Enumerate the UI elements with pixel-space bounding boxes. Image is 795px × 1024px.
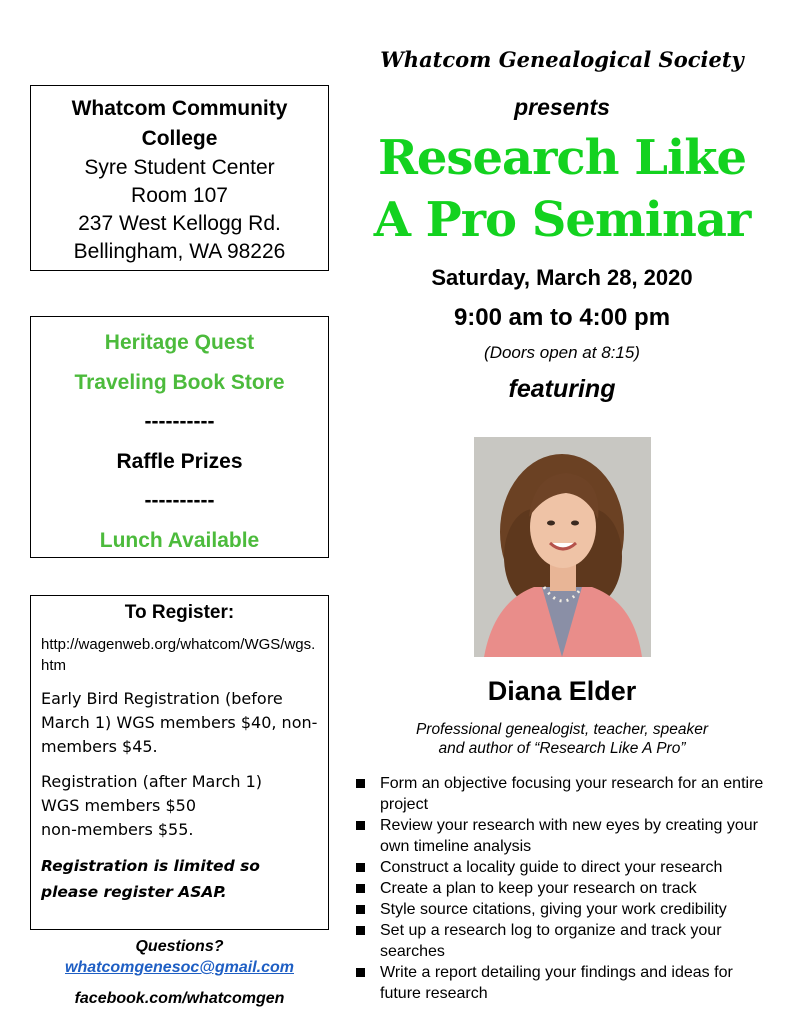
event-date: Saturday, March 28, 2020: [431, 265, 693, 290]
venue-name: Whatcom Community College: [71, 97, 288, 150]
questions-label: Questions?: [135, 938, 224, 955]
bullet-square-icon: [356, 905, 365, 914]
feature-lunch: Lunch Available: [99, 528, 260, 552]
seminar-title-line: Research Like: [378, 130, 746, 186]
speaker-bio: [352, 720, 772, 758]
list-item: [356, 899, 776, 920]
list-item: [356, 857, 776, 878]
topic-text: Style source citations, giving your work credibility: [380, 901, 727, 918]
seminar-title-line: A Pro Seminar: [373, 192, 751, 248]
venue-room: Room 107: [131, 184, 228, 207]
event-time: 9:00 am to 4:00 pm: [453, 304, 671, 331]
venue-city: Bellingham, WA 98226: [73, 240, 286, 263]
feature-book-store: Traveling Book Store: [74, 370, 285, 394]
speaker-bio-line: and author of “Research Like A Pro”: [438, 740, 686, 757]
topic-text: Write a report detailing your findings and ideas for future research: [380, 964, 733, 1002]
organization-name: Whatcom Genealogical Society: [380, 47, 744, 72]
topic-text: Create a plan to keep your research on track: [380, 880, 697, 897]
bullet-square-icon: [356, 968, 365, 977]
feature-heritage-quest: Heritage Quest: [104, 331, 255, 354]
bullet-square-icon: [356, 884, 365, 893]
speaker-portrait-illustration: [474, 437, 651, 657]
regular-pricing-line: WGS members $50: [41, 796, 197, 815]
topic-list: [356, 773, 776, 1004]
event-header: [352, 40, 772, 405]
topic-text: Review your research with new eyes by creating your own timeline analysis: [380, 817, 758, 855]
doors-open-note: (Doors open at 8:15): [484, 343, 640, 362]
bullet-square-icon: [356, 926, 365, 935]
bullet-square-icon: [356, 863, 365, 872]
register-box: [30, 595, 329, 930]
speaker-photo: [474, 437, 651, 657]
facebook-link: facebook.com/whatcomgen: [74, 990, 285, 1007]
list-item: [356, 920, 776, 962]
regular-pricing-line: Registration (after March 1): [41, 772, 263, 791]
bullet-square-icon: [356, 779, 365, 788]
list-item: [356, 815, 776, 857]
featuring-label: featuring: [508, 375, 616, 403]
email-link[interactable]: whatcomgenesoc@gmail.com: [65, 959, 294, 976]
registration-limit-note: Registration is limited so please register ASAP.: [41, 857, 260, 901]
location-box: [30, 85, 329, 271]
regular-pricing-line: non-members $55.: [41, 820, 194, 839]
list-item: [356, 962, 776, 1004]
bullet-square-icon: [356, 821, 365, 830]
seminar-title: [352, 127, 772, 251]
list-item: [356, 773, 776, 815]
speaker-bio-line: Professional genealogist, teacher, speaker: [415, 721, 709, 738]
presents-label: presents: [514, 94, 610, 120]
feature-raffle: Raffle Prizes: [116, 449, 243, 473]
register-url: http://wagenweb.org/whatcom/WGS/wgs.htm: [41, 636, 316, 674]
list-item: [356, 878, 776, 899]
venue-building: Syre Student Center: [84, 156, 275, 179]
topic-text: Construct a locality guide to direct your research: [380, 859, 723, 876]
features-box: [30, 316, 329, 558]
topic-text: Form an objective focusing your research for an entire project: [380, 775, 764, 813]
venue-street: 237 West Kellogg Rd.: [78, 212, 281, 235]
early-bird-pricing: Early Bird Registration (before March 1) WGS members $40, non-members $45.: [41, 689, 318, 756]
regular-pricing: [41, 770, 318, 842]
speaker-name: Diana Elder: [487, 676, 637, 706]
contact-info: [30, 937, 329, 1009]
register-heading: To Register:: [124, 602, 235, 623]
feature-separator: ----------: [144, 489, 215, 512]
topic-text: Set up a research log to organize and track your searches: [380, 922, 722, 960]
feature-separator: ----------: [144, 410, 215, 433]
